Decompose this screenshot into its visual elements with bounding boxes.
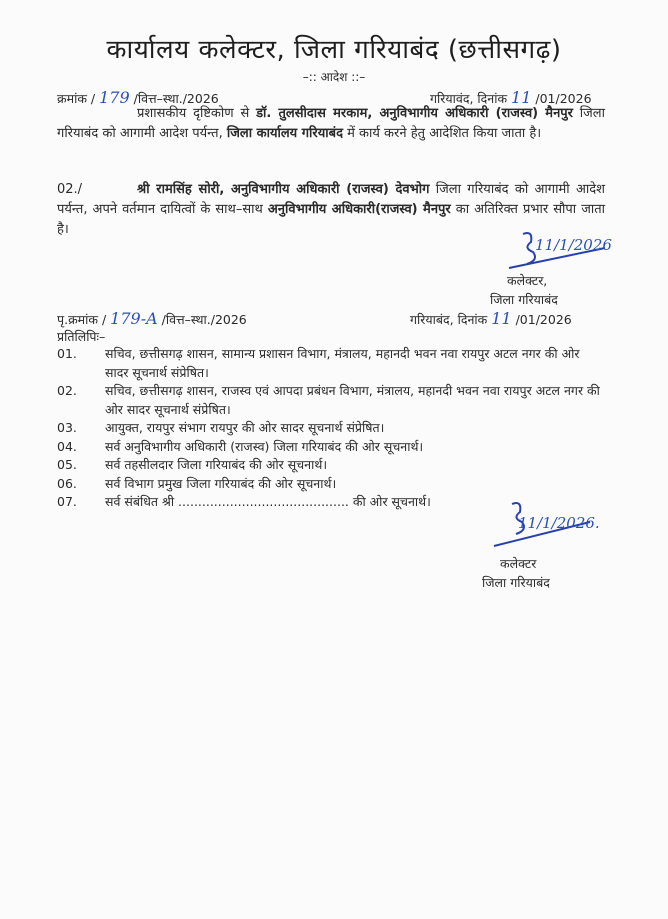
list-item	[57, 475, 605, 494]
signature-date: 11/1/2026.	[518, 514, 600, 532]
date-prefix: गरियाबंद, दिनांक	[410, 312, 488, 327]
date-prefix: गरियावंद, दिनांक	[430, 91, 508, 106]
item-text: सर्व संबंधित श्री ........................................... की ओर सूचनार्थ।	[105, 494, 431, 509]
date-suffix: /01/2026	[535, 91, 592, 106]
list-item	[57, 382, 605, 419]
item-number: 03.	[57, 420, 77, 435]
item-number: 07.	[57, 494, 77, 509]
copy-ref	[57, 309, 247, 328]
item-text: सचिव, छत्तीसगढ़ शासन, सामान्य प्रशासन विभाग, मंत्रालय, महानदी भवन नवा रायपुर अटल नगर की ओर सादर सूचनार्थ संप्रेषित।	[105, 346, 580, 380]
item-number: 04.	[57, 438, 77, 454]
item-text: सर्व तहसीलदार जिला गरियाबंद की ओर सूचनार्थ।	[105, 457, 328, 472]
signature-date: 11/1/2026	[535, 236, 612, 254]
item-text: सर्व विभाग प्रमुख जिला गरियाबंद की ओर सूचनार्थ।	[105, 475, 337, 491]
date-day: 11	[511, 88, 532, 107]
item-number: 02.	[57, 383, 77, 398]
text: प्रशासकीय दृष्टिकोण से	[137, 106, 250, 121]
list-item	[57, 419, 605, 438]
copy-list	[57, 345, 605, 512]
ref-prefix: क्रमांक /	[57, 91, 96, 106]
item-text: सचिव, छत्तीसगढ़ शासन, राजस्व एवं आपदा प्रबंधन विभाग, मंत्रालय, महानदी भवन नवा रायपुर अटल नगर की ओर सादर सूचनार्थ संप्रेषित।	[105, 383, 600, 417]
date-suffix: /01/2026	[515, 312, 572, 327]
text: जिला गरियाबंद को आगामी आदेश पर्यन्त, अपने वर्तमान दायित्वों के साथ–साथ	[57, 182, 605, 217]
signature-2	[490, 500, 610, 560]
office-name: जिला कार्यालय गरियाबंद	[226, 126, 343, 141]
ref-number: 179-A	[110, 309, 158, 328]
ref-prefix: पृ.क्रमांक /	[57, 312, 107, 327]
copy-date	[410, 309, 572, 328]
date-day: 11	[491, 309, 512, 328]
list-item	[57, 456, 605, 475]
text: में कार्य करने हेतु आदेशित किया जाता है।	[347, 126, 542, 141]
signatory-district: जिला गरियाबंद	[490, 292, 558, 307]
text: जिला गरियाबंद को आगामी आदेश पर्यन्त,	[57, 106, 605, 141]
copy-label: प्रतिलिपिः–	[57, 329, 106, 344]
item-number: 05.	[57, 457, 77, 472]
officer-name: डॉ. तुलसीदास मरकाम, अनुविभागीय अधिकारी (राजस्व) मैनपुर	[256, 106, 573, 121]
list-item	[57, 345, 605, 382]
item-number: 06.	[57, 475, 77, 491]
signatory-district: जिला गरियाबंद	[482, 575, 550, 590]
signatory-title: कलेक्टर,	[507, 273, 548, 288]
signatory-title: कलेक्टर	[500, 556, 537, 571]
item-text: आयुक्त, रायपुर संभाग रायपुर की ओर सादर सूचनार्थ संप्रेषित।	[105, 420, 385, 435]
item-text: सर्व अनुविभागीय अधिकारी (राजस्व) जिला गरियाबंद की ओर सूचनार्थ।	[105, 438, 424, 454]
item-number: 01.	[57, 346, 77, 361]
order-label: –:: आदेश ::–	[302, 70, 366, 84]
ref-number: 179	[99, 88, 130, 107]
charge-name: अनुविभागीय अधिकारी(राजस्व) मैनपुर	[267, 202, 451, 217]
ref-suffix: /वित्त–स्था./2026	[161, 312, 247, 327]
ref-suffix: /वित्त–स्था./2026	[133, 91, 219, 106]
page-title: कार्यालय कलेक्टर, जिला गरियाबंद (छत्तीसगढ़)	[106, 35, 562, 65]
order-paragraph-1	[57, 104, 605, 144]
text: का अतिरिक्त प्रभार सौपा जाता है।	[57, 202, 605, 237]
officer-name: श्री रामसिंह सोरी, अनुविभागीय अधिकारी (राजस्व) देवभोग	[137, 182, 430, 197]
para-number: 02./	[57, 182, 83, 197]
list-item	[57, 438, 605, 457]
